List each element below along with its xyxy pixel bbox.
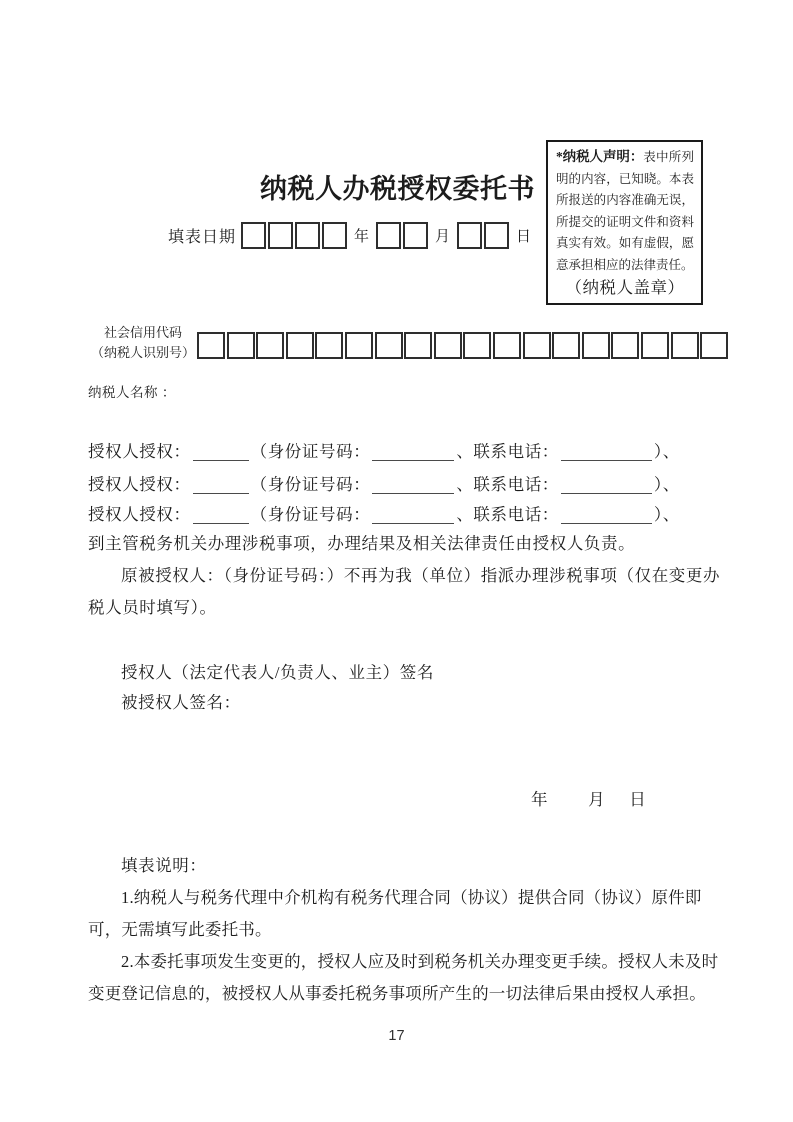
auth-suffix: ）、	[653, 505, 680, 524]
auth-id-label: （身份证号码：	[250, 475, 371, 494]
credit-code-label	[86, 323, 200, 362]
input-cell[interactable]	[256, 332, 284, 359]
authorization-line-1	[88, 438, 680, 462]
authorization-closing: 到主管税务机关办理涉税事项，办理结果及相关法律责任由授权人负责。	[88, 534, 636, 553]
input-cell[interactable]	[345, 332, 373, 359]
input-cell[interactable]	[457, 222, 482, 249]
note-item-1: 1.纳税人与税务代理中介机构有税务代理合同（协议）提供合同（协议）原件即可，无需填写此委托书。	[88, 888, 702, 939]
input-cell[interactable]	[523, 332, 551, 359]
credit-code-label-line2: （纳税人识别号）	[90, 344, 195, 360]
taxpayer-name-label: 纳税人名称 ：	[88, 385, 176, 400]
input-cell[interactable]	[434, 332, 462, 359]
authorization-line-2	[88, 471, 680, 495]
authorizer-signature-label: 授权人（法定代表人/负责人、业主）签名	[121, 663, 434, 682]
auth-prefix: 授权人授权：	[88, 442, 191, 461]
input-cell[interactable]	[376, 222, 401, 249]
filling-instructions	[88, 850, 729, 1010]
declaration-body: 表中所列明的内容，已知晓。本表所报送的内容准确无误，所提交的证明文件和资料真实有效。如有虚假，愿意承担相应的法律责任。	[556, 150, 694, 272]
instructions-heading: 填表说明：	[121, 856, 207, 875]
signature-date-row	[531, 786, 646, 810]
credit-code-label-line1: 社会信用代码	[103, 325, 182, 340]
phone-blank[interactable]	[561, 511, 652, 524]
auth-phone-label: 、联系电话：	[456, 505, 559, 524]
input-cell[interactable]	[322, 222, 347, 249]
signature-month-label: 月	[588, 790, 606, 809]
input-cell[interactable]	[582, 332, 610, 359]
auth-suffix: ）、	[653, 475, 680, 494]
input-cell[interactable]	[227, 332, 255, 359]
input-cell[interactable]	[552, 332, 580, 359]
input-cell[interactable]	[241, 222, 266, 249]
day-unit-label: 日	[516, 228, 532, 245]
input-cell[interactable]	[404, 332, 432, 359]
auth-phone-label: 、联系电话：	[456, 442, 559, 461]
input-cell[interactable]	[268, 222, 293, 249]
input-cell[interactable]	[700, 332, 728, 359]
auth-phone-label: 、联系电话：	[456, 475, 559, 494]
fill-date-row	[168, 220, 538, 250]
authorized-name-blank[interactable]	[193, 511, 249, 524]
phone-blank[interactable]	[561, 448, 652, 461]
auth-id-label: （身份证号码：	[250, 442, 371, 461]
input-cell[interactable]	[286, 332, 314, 359]
authorized-name-blank[interactable]	[193, 448, 249, 461]
auth-id-label: （身份证号码：	[250, 505, 371, 524]
month-unit-label: 月	[435, 228, 451, 245]
input-cell[interactable]	[375, 332, 403, 359]
fill-date-month-boxes[interactable]	[376, 222, 428, 249]
authorized-signature-label: 被授权人签名：	[121, 693, 241, 712]
taxpayer-seal-label: （纳税人盖章）	[565, 278, 685, 297]
auth-prefix: 授权人授权：	[88, 475, 191, 494]
signature-day-label: 日	[629, 790, 647, 809]
declaration-heading: *纳税人声明：	[556, 149, 644, 164]
phone-blank[interactable]	[561, 481, 652, 494]
form-title: 纳税人办税授权委托书	[260, 174, 535, 204]
input-cell[interactable]	[403, 222, 428, 249]
input-cell[interactable]	[484, 222, 509, 249]
input-cell[interactable]	[295, 222, 320, 249]
credit-code-boxes[interactable]	[197, 332, 728, 359]
note-item-2: 2.本委托事项发生变更的，授权人应及时到税务机关办理变更手续。授权人未及时变更登记信息的，被授权人从事委托税务事项所产生的一切法律后果由授权人承担。	[88, 952, 719, 1003]
auth-prefix: 授权人授权：	[88, 505, 191, 524]
auth-suffix: ）、	[653, 442, 680, 461]
input-cell[interactable]	[463, 332, 491, 359]
id-number-blank[interactable]	[372, 481, 454, 494]
input-cell[interactable]	[671, 332, 699, 359]
input-cell[interactable]	[315, 332, 343, 359]
authorized-name-blank[interactable]	[193, 481, 249, 494]
authorization-line-3	[88, 501, 680, 525]
year-unit-label: 年	[354, 228, 370, 245]
fill-date-year-boxes[interactable]	[241, 222, 347, 249]
id-number-blank[interactable]	[372, 448, 454, 461]
fill-date-day-boxes[interactable]	[457, 222, 509, 249]
input-cell[interactable]	[197, 332, 225, 359]
fill-date-label: 填表日期	[168, 228, 237, 246]
input-cell[interactable]	[641, 332, 669, 359]
input-cell[interactable]	[611, 332, 639, 359]
signature-year-label: 年	[531, 790, 549, 809]
input-cell[interactable]	[493, 332, 521, 359]
page-number: 17	[388, 1028, 405, 1044]
former-authorized-paragraph: 原被授权人：（身份证号码：）不再为我（单位）指派办理涉税事项（仅在变更办税人员时填写）。	[88, 566, 721, 617]
taxpayer-declaration-box	[546, 140, 703, 305]
id-number-blank[interactable]	[372, 511, 454, 524]
